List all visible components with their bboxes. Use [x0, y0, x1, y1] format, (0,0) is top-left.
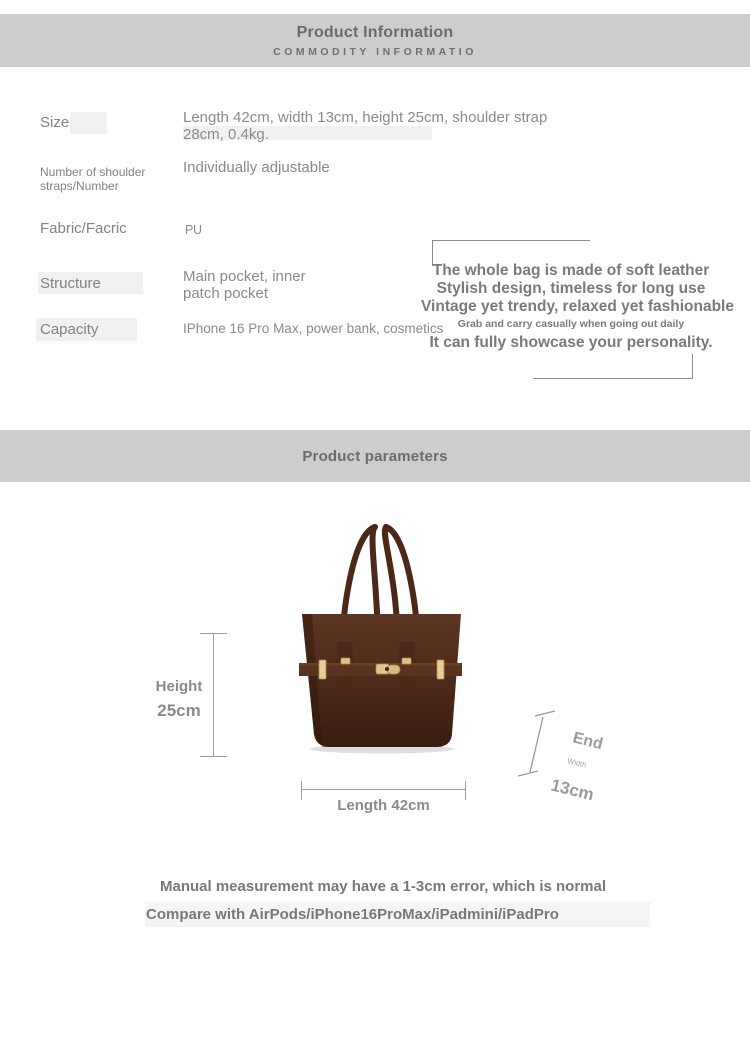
description-line-3: Vintage yet trendy, relaxed yet fashionable: [421, 298, 734, 315]
corner-bracket-top-horizontal: [432, 240, 590, 241]
description-line-1: The whole bag is made of soft leather: [432, 262, 710, 279]
description-line-5: It can fully showcase your personality.: [429, 334, 713, 351]
product-parameters-title: Product parameters: [302, 447, 448, 465]
spec-value-fabric: PU: [185, 223, 202, 237]
spec-value-capacity: IPhone 16 Pro Max, power bank, cosmetics: [183, 321, 444, 336]
corner-bracket-bottom-vertical: [692, 354, 693, 379]
size-label-highlight: [70, 112, 107, 134]
height-measure-cap-top: [200, 633, 227, 634]
side-measure-value: 13cm: [549, 775, 596, 805]
description-line-2: Stylish design, timeless for long use: [436, 280, 706, 297]
spec-label-capacity: Capacity: [40, 321, 99, 338]
spec-value-straps: Individually adjustable: [183, 159, 330, 176]
length-measure-label: Length 42cm: [337, 797, 430, 814]
spec-label-structure: Structure: [40, 275, 101, 292]
corner-bracket-bottom-horizontal: [533, 378, 693, 379]
spec-value-size: Length 42cm, width 13cm, height 25cm, shoulder strap 28cm, 0.4kg.: [183, 109, 548, 143]
compare-note: Compare with AirPods/iPhone16ProMax/iPadmini/iPadPro: [146, 906, 559, 923]
product-information-header-bar: [0, 14, 750, 67]
side-measure-sublabel: Width: [566, 756, 588, 770]
spec-label-fabric: Fabric/Facric: [40, 220, 127, 237]
spec-label-size: Size: [40, 114, 70, 131]
side-measure-label: End: [571, 729, 605, 754]
product-bag-image: [294, 522, 469, 762]
height-measure-value: 25cm: [157, 701, 201, 720]
measurement-note: Manual measurement may have a 1-3cm error, which is normal: [159, 878, 606, 895]
product-information-subtitle: COMMODITY INFORMATIO: [273, 45, 477, 58]
height-measure-cap-bottom: [200, 756, 227, 757]
product-parameters-bar: [0, 430, 750, 482]
spec-label-straps: Number of shoulder straps/Number: [40, 165, 146, 193]
length-measure-line: [301, 789, 466, 790]
height-measure-label: Height: [155, 678, 203, 695]
height-measure-line: [213, 633, 214, 757]
product-information-title: Product Information: [296, 23, 454, 41]
description-line-4: Grab and carry casually when going out daily: [457, 318, 685, 330]
spec-value-structure: Main pocket, inner patch pocket: [183, 268, 306, 302]
side-width-measure: [510, 700, 640, 810]
